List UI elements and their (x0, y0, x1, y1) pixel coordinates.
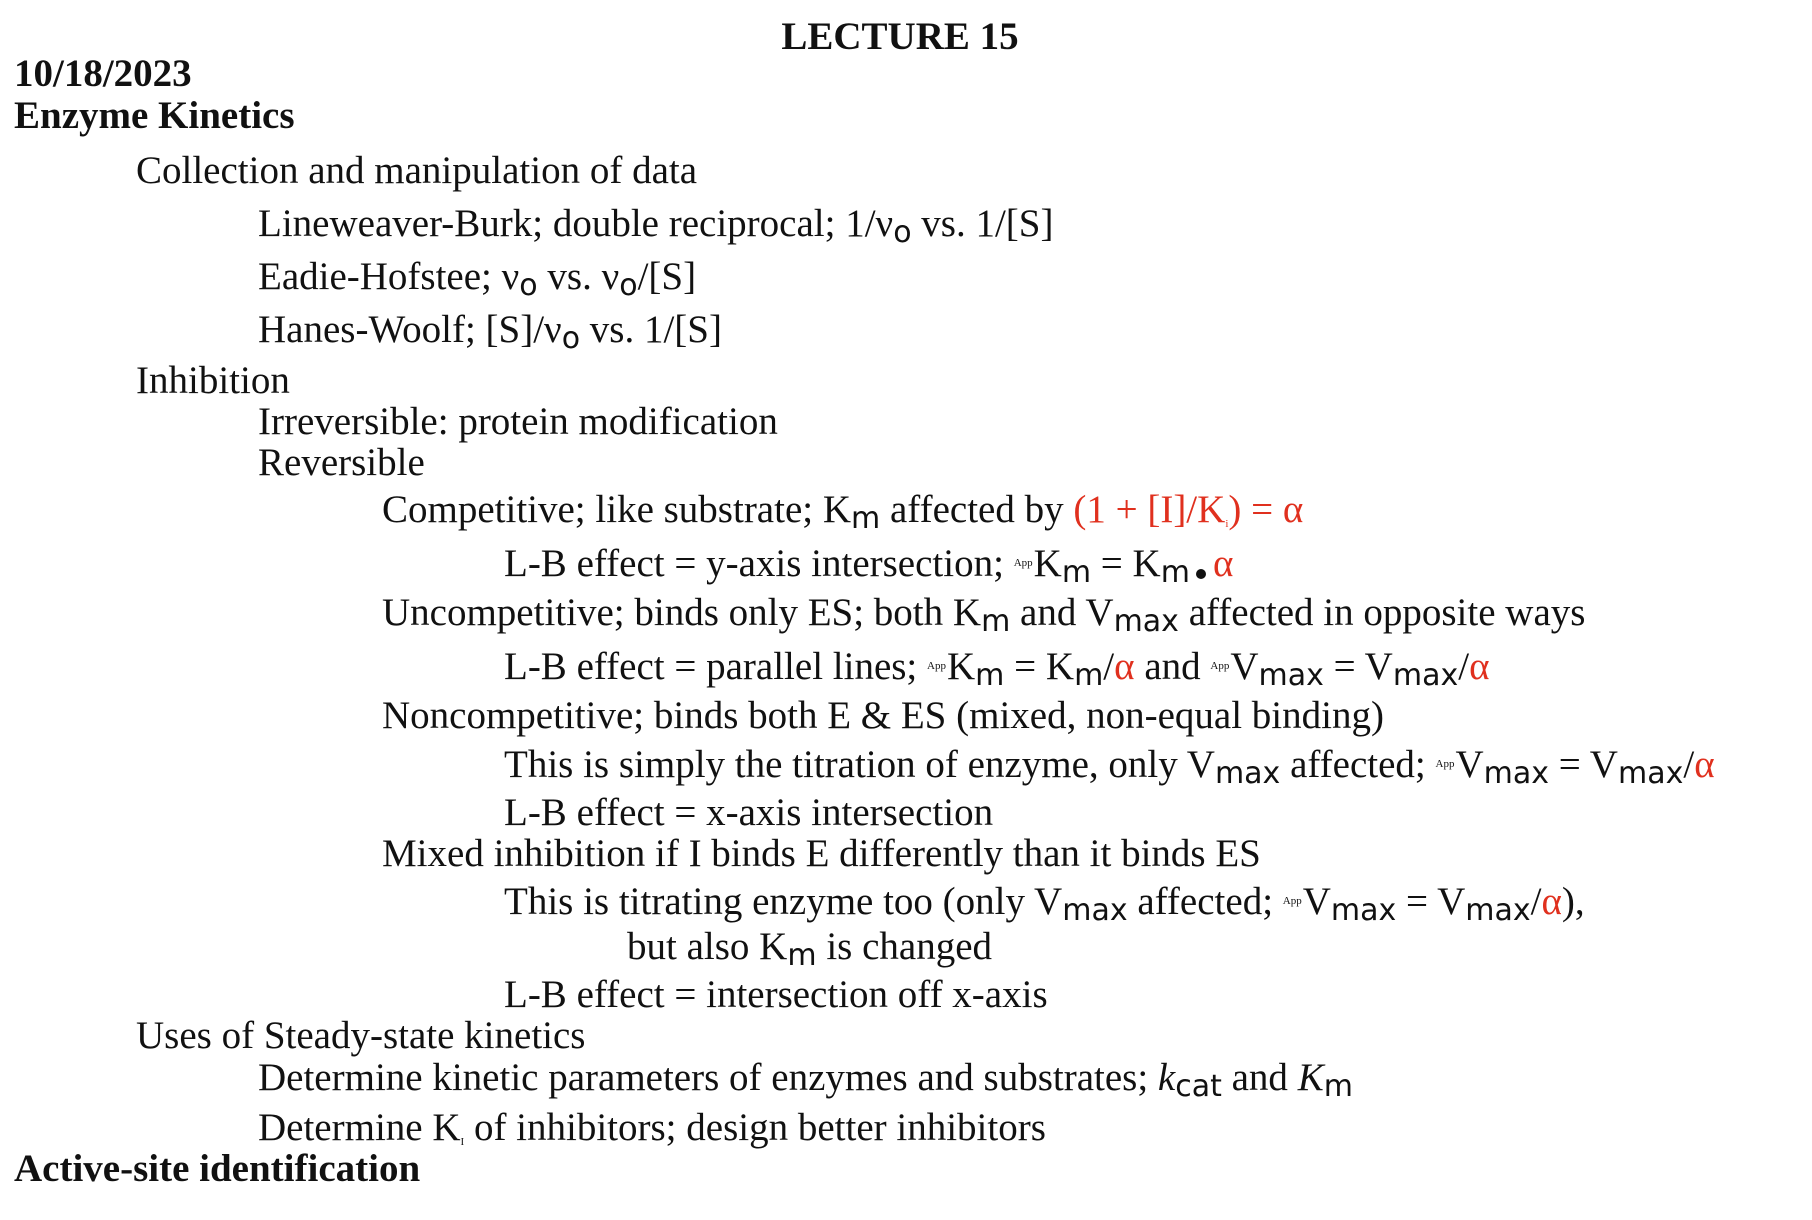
competitive-lb-effect: L-B effect = y-axis intersection; $^{App}$Km = Km α (504, 542, 1234, 590)
hanes-woolf-line: Hanes-Woolf; [S]/νo vs. 1/[S] (258, 308, 722, 356)
mixed-inhibition-line: Mixed inhibition if I binds E differently than it binds ES (382, 832, 1261, 875)
competitive-line: Competitive; like substrate; Km affected by (1 + [I]/Ki) = α (382, 488, 1304, 536)
mixed-km-changed-line: but also Km is changed (627, 925, 993, 973)
section-heading-active-site: Active-site identification (14, 1147, 421, 1190)
lecture-date: 10/18/2023 (14, 52, 192, 95)
section-heading-enzyme-kinetics: Enzyme Kinetics (14, 94, 295, 137)
noncompetitive-line: Noncompetitive; binds both E & ES (mixed, non-equal binding) (382, 694, 1384, 737)
page-title: LECTURE 15 (781, 15, 1019, 58)
irreversible-line: Irreversible: protein modification (258, 400, 778, 443)
multiplication-dot (1196, 569, 1206, 579)
determine-parameters-line: Determine kinetic parameters of enzymes and substrates; kcat and Km (258, 1056, 1353, 1104)
collection-heading: Collection and manipulation of data (136, 149, 698, 192)
uncompetitive-line: Uncompetitive; binds only ES; both Km and Vmax affected in opposite ways (382, 591, 1586, 639)
reversible-line: Reversible (258, 441, 425, 484)
noncompetitive-titration-line: This is simply the titration of enzyme, only Vmax affected; $^{App}$Vmax = Vmax/α (504, 743, 1715, 791)
eadie-hofstee-line: Eadie-Hofstee; νo vs. νo/[S] (258, 255, 697, 303)
mixed-lb-effect: L-B effect = intersection off x-axis (504, 973, 1048, 1016)
mixed-titration-line: This is titrating enzyme too (only Vmax affected; $^{App}$Vmax = Vmax/α), (504, 880, 1585, 928)
uses-heading: Uses of Steady-state kinetics (136, 1014, 586, 1057)
inhibition-heading: Inhibition (136, 359, 290, 402)
uncompetitive-lb-effect: L-B effect = parallel lines; $^{App}$Km = Km/α and $^{App}$Vmax = Vmax/α (504, 645, 1490, 693)
noncompetitive-lb-effect: L-B effect = x-axis intersection (504, 791, 994, 834)
determine-ki-line: Determine KI of inhibitors; design better inhibitors (258, 1106, 1046, 1149)
lineweaver-burk-line: Lineweaver-Burk; double reciprocal; 1/νo vs. 1/[S] (258, 202, 1054, 250)
